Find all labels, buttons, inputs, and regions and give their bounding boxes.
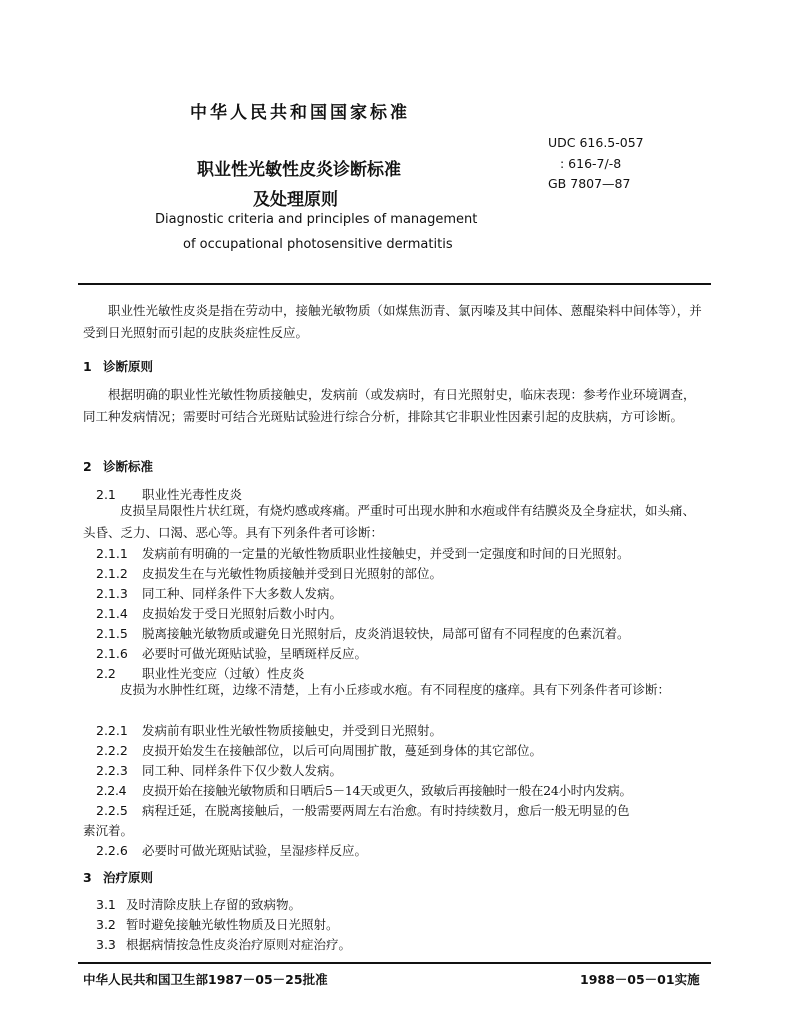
section-3-heading [83,868,153,886]
section-title: 诊断原则 [103,359,154,374]
list-item [96,915,339,933]
item-number: 2.1.6 [96,646,128,661]
list-item [96,841,367,859]
item-number: 3.1 [96,897,116,912]
list-item [96,644,367,662]
footer-rule [78,962,711,964]
list-item [96,781,632,799]
item-number: 2.1.5 [96,626,128,641]
list-item [96,584,342,602]
item-text: 发病前有明确的一定量的光敏性物质职业性接触史，并受到一定强度和时间的日光照射。 [142,546,630,561]
item-text: 同工种、同样条件下仅少数人发病。 [142,763,343,778]
item-number: 2.2.6 [96,843,128,858]
item-number: 2.2.5 [96,803,128,818]
section-number: 3 [83,870,92,885]
subsection-2-1-body: 皮损呈局限性片状红斑，有烧灼感或疼痛。严重时可出现水肿和水疱或伴有结膜炎及全身症状，如头痛、头昏、乏力、口渴、恶心等。具有下列条件者可诊断： [83,503,696,540]
item-text: 根据病情按急性皮炎治疗原则对症治疗。 [126,937,352,952]
item-text: 职业性光毒性皮炎 [142,487,243,502]
list-item [96,935,351,953]
list-item [96,741,542,759]
item-text: 皮损开始在接触光敏物质和日晒后5－14天或更久，致敏后再接触时一般在24小时内发病。 [142,783,632,798]
list-item [96,544,630,562]
section-2-heading [83,457,153,475]
national-standard-heading: 中华人民共和国国家标准 [190,103,410,123]
list-item [96,895,301,913]
item-text: 及时清除皮肤上存留的致病物。 [126,897,302,912]
header-rule [78,283,711,285]
item-text: 病程迁延，在脱离接触后，一般需要两周左右治愈。有时持续数月，愈后一般无明显的色 [142,803,630,818]
item-number: 2.2.1 [96,723,128,738]
list-item [96,604,342,622]
item-number: 2.2 [96,666,116,681]
item-number: 2.1 [96,487,116,502]
item-number: 3.3 [96,937,116,952]
item-text: 暂时避免接触光敏性物质及日光照射。 [126,917,339,932]
list-item [96,564,442,582]
item-text: 皮损开始发生在接触部位，以后可向周围扩散，蔓延到身体的其它部位。 [142,743,543,758]
section-title: 诊断标准 [103,459,154,474]
item-number: 2.2.3 [96,763,128,778]
document-title-line1: 职业性光敏性皮炎诊断标准 [197,160,401,180]
item-number: 2.1.2 [96,566,128,581]
list-item [96,624,630,642]
section-1-heading [83,357,153,375]
section-number: 2 [83,459,92,474]
document-title-line2: 及处理原则 [253,190,338,210]
item-number: 2.1.4 [96,606,128,621]
item-number: 2.2.2 [96,743,128,758]
item-text: 职业性光变应（过敏）性皮炎 [142,666,305,681]
list-item [96,721,442,739]
intro-paragraph: 职业性光敏性皮炎是指在劳动中，接触光敏物质（如煤焦沥青、氯丙嗪及其中间体、蒽醌染料中间体等），并受到日光照射而引起的皮肤炎症性反应。 [83,303,702,340]
udc-number: UDC 616.5-057 [548,135,644,150]
item-text: 皮损始发于受日光照射后数小时内。 [142,606,343,621]
item-text: 脱离接触光敏物质或避免日光照射后，皮炎消退较快，局部可留有不同程度的色素沉着。 [142,626,630,641]
section-1-body: 根据明确的职业性光敏性物质接触史，发病前（或发病时，有日光照射史，临床表现：参考作业环境调查，同工种发病情况；需要时可结合光斑贴试验进行综合分析，排除其它非职业性因素引起的皮肤病，方可诊断。 [83,387,696,424]
item-text: 皮损发生在与光敏性物质接触并受到日光照射的部位。 [142,566,443,581]
item-text: 同工种、同样条件下大多数人发病。 [142,586,343,601]
list-item-continuation: 素沉着。 [83,823,134,838]
item-text: 发病前有职业性光敏性物质接触史，并受到日光照射。 [142,723,443,738]
udc-number-cont: : 616-7/-8 [560,156,622,171]
item-number: 2.2.4 [96,783,127,798]
section-title: 治疗原则 [103,870,154,885]
item-number: 2.1.1 [96,546,128,561]
list-item [96,801,630,819]
english-title-line2: of occupational photosensitive dermatitis [183,237,453,252]
item-number: 3.2 [96,917,116,932]
list-item [96,761,342,779]
item-text: 必要时可做光斑贴试验，呈晒斑样反应。 [142,646,368,661]
item-text: 必要时可做光斑贴试验，呈湿疹样反应。 [142,843,368,858]
english-title-line1: Diagnostic criteria and principles of management [155,212,478,227]
subsection-2-2-body: 皮损为水肿性红斑，边缘不清楚，上有小丘疹或水疱。有不同程度的瘙痒。具有下列条件者可诊断： [120,682,671,697]
gb-number: GB 7807—87 [548,176,631,191]
section-number: 1 [83,359,92,374]
item-number: 2.1.3 [96,586,128,601]
effective-date: 1988－05－01实施 [580,972,700,987]
approval-date: 中华人民共和国卫生部1987－05－25批准 [83,972,328,987]
